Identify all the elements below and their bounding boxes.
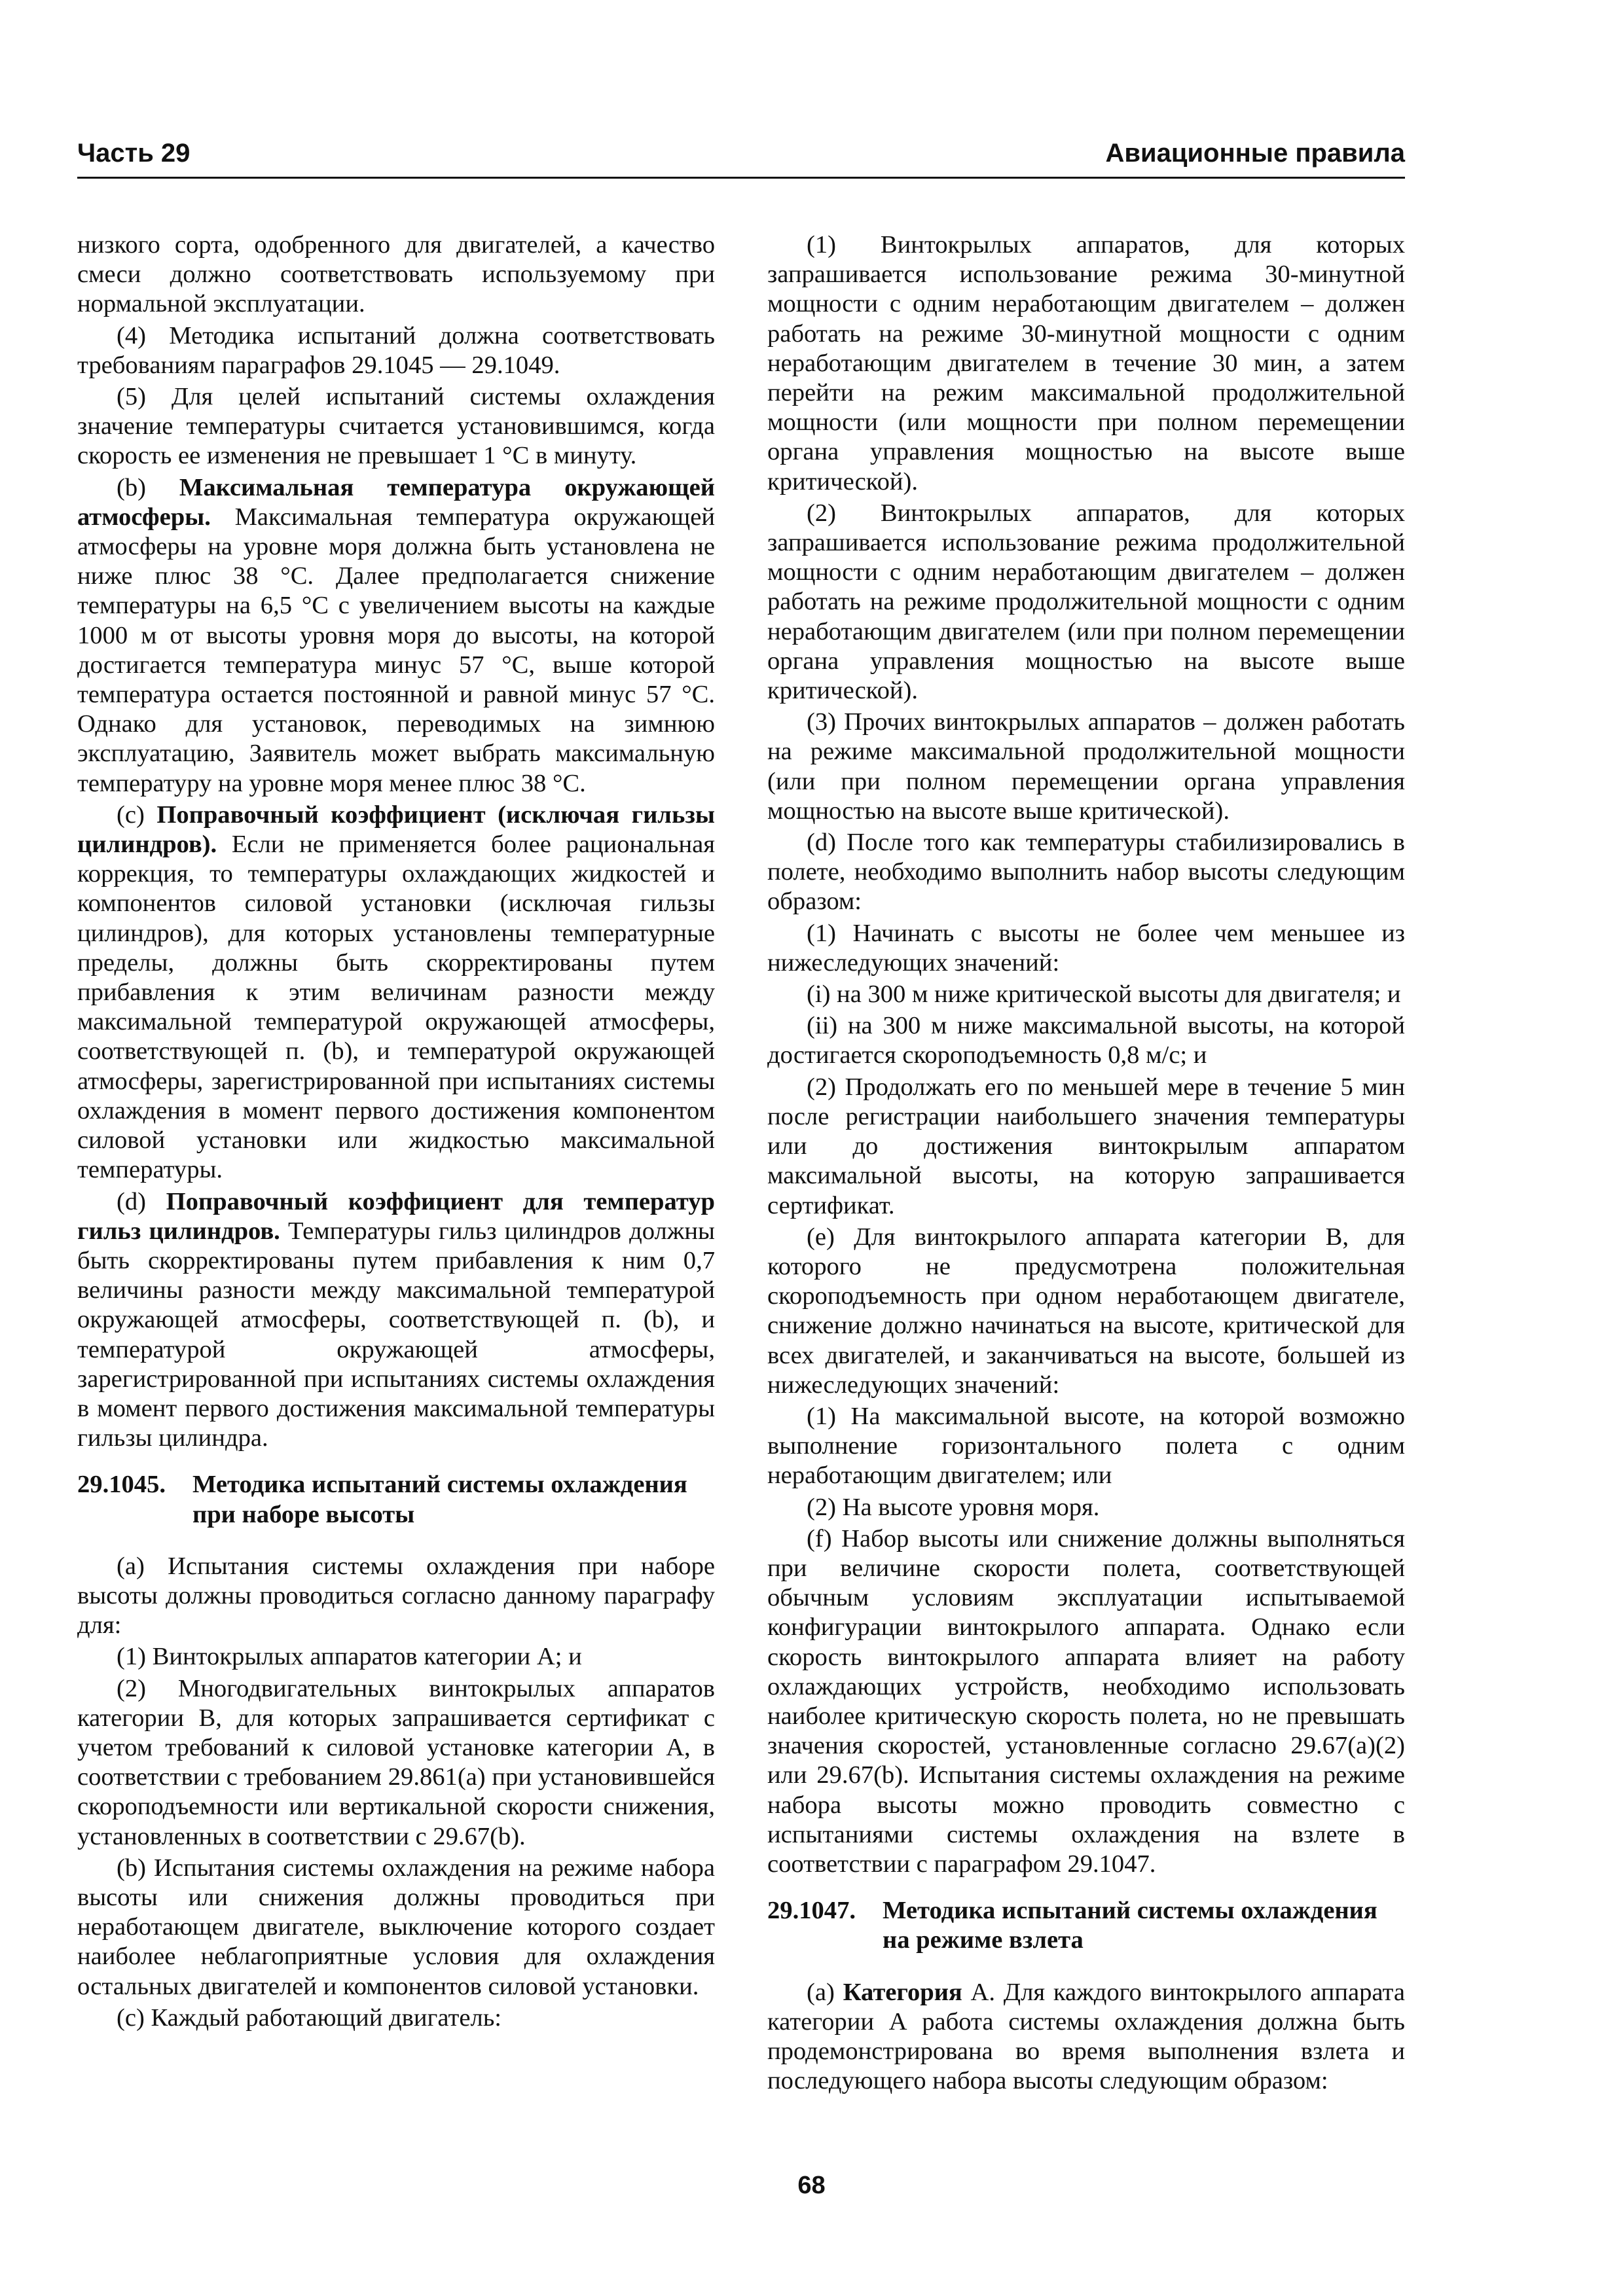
paragraph: (с) Каждый работающий двигатель: xyxy=(117,2003,502,2032)
paragraph: (ii) на 300 м ниже максимальной высоты, на которой достигается скороподъемность 0,8 м/с; и xyxy=(767,1012,1405,1069)
paragraph: (f) Набор высоты или снижение должны выполняться при величине скорости полета, соответствующей обычным условиям эксплуатации испытываемой конфигурации винтокрылого аппарата. Однако если скорость винтокрылого аппарата влияет на работу охлаждающих устройств, необходимо использовать наиболее критическую скорость полета, но не превышать значения скоростей, установленные согласно 29.67(а)(2) или 29.67(b). Испытания системы охлаждения на режиме набора высоты можно проводить совместно с испытаниями системы охлаждения на взлете в соответствии с параграфом 29.1047. xyxy=(767,1524,1405,1878)
paragraph: (1) Винтокрылых аппаратов категории А; и xyxy=(117,1643,582,1671)
page-header xyxy=(77,137,1405,179)
paragraph xyxy=(77,1187,715,1454)
left-column xyxy=(77,230,715,2033)
paragraph: (1) Начинать с высоты не более чем меньшее из нижеследующих значений: xyxy=(767,919,1405,977)
paragraph: (2) Винтокрылых аппаратов, для которых запрашивается использование режима продолжительной мощности с одним неработающим двигателем – должен работать на режиме продолжительной мощности с одним неработающим двигателем (или при полном перемещении органа управления мощностью на высоте выше критической). xyxy=(767,499,1405,705)
paragraph: (а) Испытания системы охлаждения при наборе высоты должны проводиться согласно данному параграфу для: xyxy=(77,1552,715,1640)
header-part-label: Часть 29 xyxy=(77,139,191,168)
paragraph-text: Температуры гильз цилиндров должны быть скорректированы путем прибавления к ним 0,7 величины разности между максимальной температурой окружающей атмосферы, соответствующей п. (b), и температурой окружающей атмосферы, зарегистрированной при испытаниях системы охлаждения в момент первого достижения максимальной температуры гильзы цилиндра. xyxy=(77,1217,715,1452)
paragraph-text: А. Для каждого винтокрылого аппарата категории А работа системы охлаждения должна быть продемонстрирована во время выполнения взлета и последующего набора высоты следующим образом: xyxy=(767,1978,1405,2095)
item-marker: (с) xyxy=(117,800,145,829)
item-marker: (d) xyxy=(117,1187,146,1215)
paragraph: (3) Прочих винтокрылых аппаратов – должен работать на режиме максимальной продолжительной мощности (или при полном перемещении органа управления мощностью на высоте выше критической). xyxy=(767,708,1405,825)
paragraph: (1) На максимальной высоте, на которой возможно выполнение горизонтального полета с одним неработающим двигателем; или xyxy=(767,1402,1405,1490)
paragraph: низкого сорта, одобренного для двигателей, а качество смеси должно соответствовать используемому при нормальной эксплуатации. xyxy=(77,231,715,318)
paragraph: (е) Для винтокрылого аппарата категории В, для которого не предусмотрена положительная скороподъемность при одном неработающем двигателе, снижение должно начинаться на высоте, критической для всех двигателей, и заканчиваться на высоте, большей из нижеследующих значений: xyxy=(767,1223,1405,1399)
item-marker: (b) xyxy=(117,473,146,501)
right-column xyxy=(767,230,1405,2096)
section-heading-29-1045 xyxy=(77,1470,715,1529)
paragraph-text: Если не применяется более рациональная коррекция, то температуры охлаждающих жидкостей и компонентов силовой установки (исключая гильзы цилиндров), для которых установлены температурные пределы, должны быть скорректированы путем прибавления к этим величинам разности между максимальной температурой окружающей атмосферы, соответствующей п. (b), и температурой окружающей атмосферы, зарегистрированной при испытаниях системы охлаждения в момент первого достижения компонентом силовой установки или жидкостью максимальной температуры. xyxy=(77,831,715,1184)
paragraph-heading: Поправочный коэффициент для температур гильз цилиндров. xyxy=(77,1187,715,1245)
paragraph: (5) Для целей испытаний системы охлаждения значение температуры считается установившимся, когда скорость ее изменения не превышает 1 °С в минуту. xyxy=(77,383,715,470)
paragraph: (d) После того как температуры стабилизировались в полете, необходимо выполнить набор высоты следующим образом: xyxy=(767,829,1405,916)
section-number: 29.1047. xyxy=(767,1897,856,1925)
paragraph: (2) Продолжать его по меньшей мере в течение 5 мин после регистрации наибольшего значения температуры или до достижения винтокрылым аппаратом максимальной высоты, на которую запрашивается сертификат. xyxy=(767,1073,1405,1219)
paragraph xyxy=(77,800,715,1185)
page-number: 68 xyxy=(797,2172,826,2199)
paragraph: (b) Испытания системы охлаждения на режиме набора высоты или снижения должны проводиться при неработающем двигателе, выключение которого создает наиболее неблагоприятные условия для охлаждения остальных двигателей и компонентов силовой установки. xyxy=(77,1854,715,2000)
section-title: Методика испытаний системы охлаждения при наборе высоты xyxy=(192,1471,687,1528)
paragraph: (1) Винтокрылых аппаратов, для которых запрашивается использование режима 30-минутной мощности с одним неработающим двигателем – должен работать на режиме 30-минутной мощности с одним неработающим двигателем в течение 30 мин, а затем перейти на режим максимальной продолжительной мощности (или мощности при полном перемещении органа управления мощностью на высоте выше критической). xyxy=(767,231,1405,495)
paragraph xyxy=(767,1978,1405,2096)
item-marker: (а) xyxy=(807,1978,835,2006)
paragraph-heading: Категория xyxy=(843,1978,962,2006)
section-heading-29-1047 xyxy=(767,1896,1405,1955)
header-document-title: Авиационные правила xyxy=(1105,139,1405,168)
section-title: Методика испытаний системы охлаждения на режиме взлета xyxy=(883,1897,1377,1954)
paragraph: (i) на 300 м ниже критической высоты для двигателя; и xyxy=(807,980,1401,1009)
paragraph-heading: Поправочный коэффициент (исключая гильзы цилиндров). xyxy=(77,800,715,859)
paragraph-text: Максимальная температура окружающей атмосферы на уровне моря должна быть установлена не ниже плюс 38 °С. Далее предполагается снижение температуры на 6,5 °С с увеличением высоты на каждые 1000 м от высоты уровня моря до высоты, на которой достигается температура минус 57 °С, выше которой температура остается постоянной и равной минус 57 °С. Однако для установок, переводимых на зимнюю эксплуатацию, Заявитель может выбрать максимальную температуру на уровне моря менее плюс 38 °С. xyxy=(77,503,715,797)
paragraph xyxy=(77,473,715,798)
paragraph-heading: Максимальная температура окружающей атмосферы. xyxy=(77,473,715,531)
paragraph: (4) Методика испытаний должна соответствовать требованиям параграфов 29.1045 — 29.1049. xyxy=(77,321,715,379)
section-number: 29.1045. xyxy=(77,1471,166,1499)
paragraph: (2) Многодвигательных винтокрылых аппаратов категории В, для которых запрашивается сертификат с учетом требований к силовой установке категории А, в соответствии с требованием 29.861(а) при установившейся скороподъемности или вертикальной скорости снижения, установленных в соответствии с 29.67(b). xyxy=(77,1674,715,1850)
paragraph: (2) На высоте уровня моря. xyxy=(807,1493,1100,1521)
